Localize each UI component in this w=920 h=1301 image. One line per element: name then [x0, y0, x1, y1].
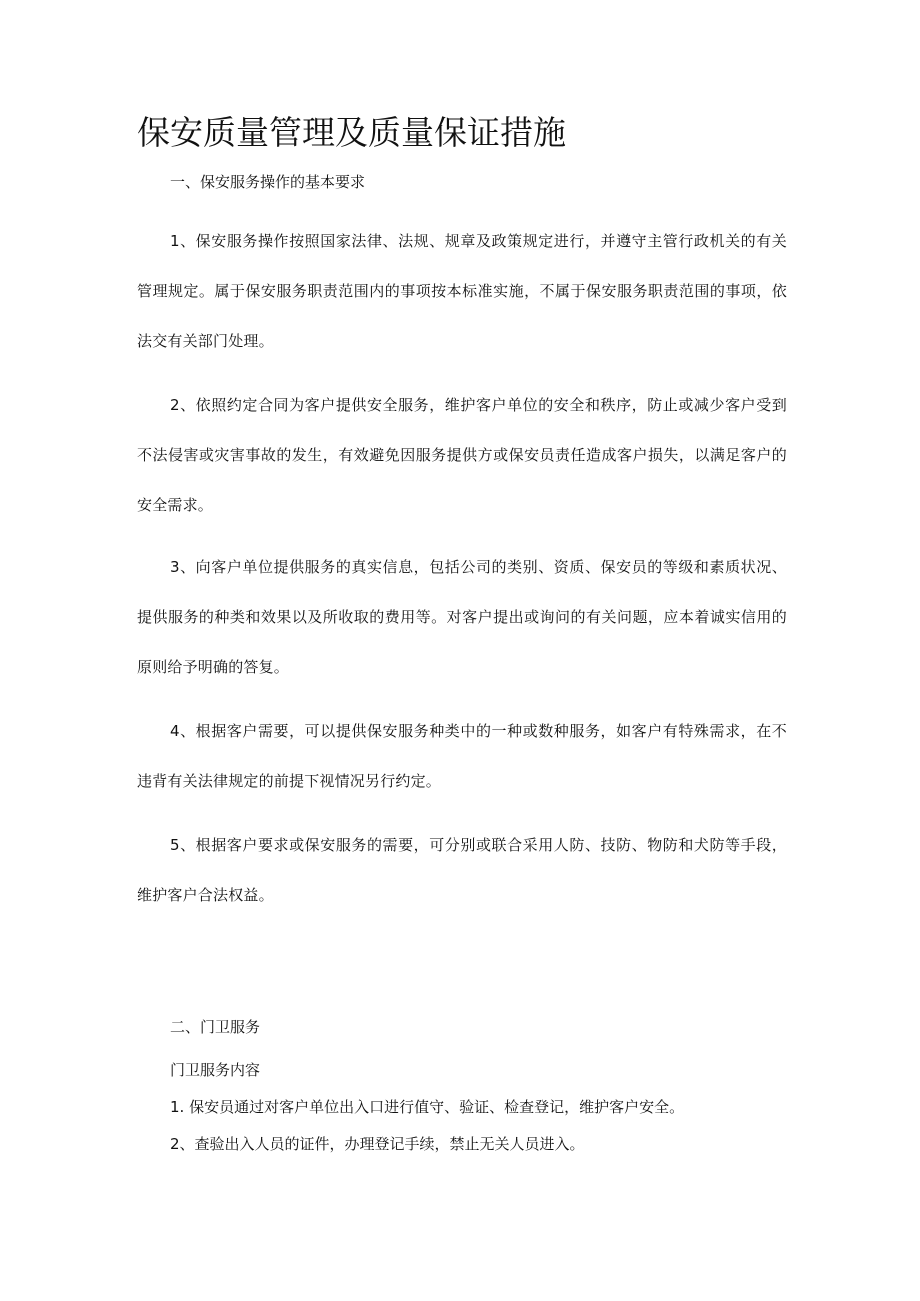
section-2-item-2: 2、查验出入人员的证件，办理登记手续，禁止无关人员进入。 — [170, 1135, 585, 1153]
section-2-item-1: 1. 保安员通过对客户单位出入口进行值守、验证、检查登记，维护客户安全。 — [170, 1098, 685, 1116]
document-title: 保安质量管理及质量保证措施 — [137, 113, 566, 152]
section-1-paragraph-1: 1、保安服务操作按照国家法律、法规、规章及政策规定进行，并遵守主管行政机关的有关管理规定。属于保安服务职责范围内的事项按本标准实施，不属于保安服务职责范围的事项，依法交有关部门处理。 — [137, 232, 787, 350]
section-2-heading: 二、门卫服务 — [170, 1018, 261, 1036]
section-1-paragraph-2: 2、依照约定合同为客户提供安全服务，维护客户单位的安全和秩序，防止或减少客户受到不法侵害或灾害事故的发生，有效避免因服务提供方或保安员责任造成客户损失，以满足客户的安全需求。 — [137, 396, 787, 514]
section-1-paragraph-4: 4、根据客户需要，可以提供保安服务种类中的一种或数种服务，如客户有特殊需求，在不违背有关法律规定的前提下视情况另行约定。 — [137, 722, 787, 790]
section-1-paragraph-3: 3、向客户单位提供服务的真实信息，包括公司的类别、资质、保安员的等级和素质状况、提供服务的种类和效果以及所收取的费用等。对客户提出或询问的有关问题，应本着诚实信用的原则给予明确的答复。 — [137, 558, 787, 676]
section-1-paragraph-5: 5、根据客户要求或保安服务的需要，可分别或联合采用人防、技防、物防和犬防等手段，维护客户合法权益。 — [137, 836, 787, 904]
section-2-subheading: 门卫服务内容 — [170, 1061, 261, 1079]
section-1-heading: 一、保安服务操作的基本要求 — [170, 173, 366, 191]
